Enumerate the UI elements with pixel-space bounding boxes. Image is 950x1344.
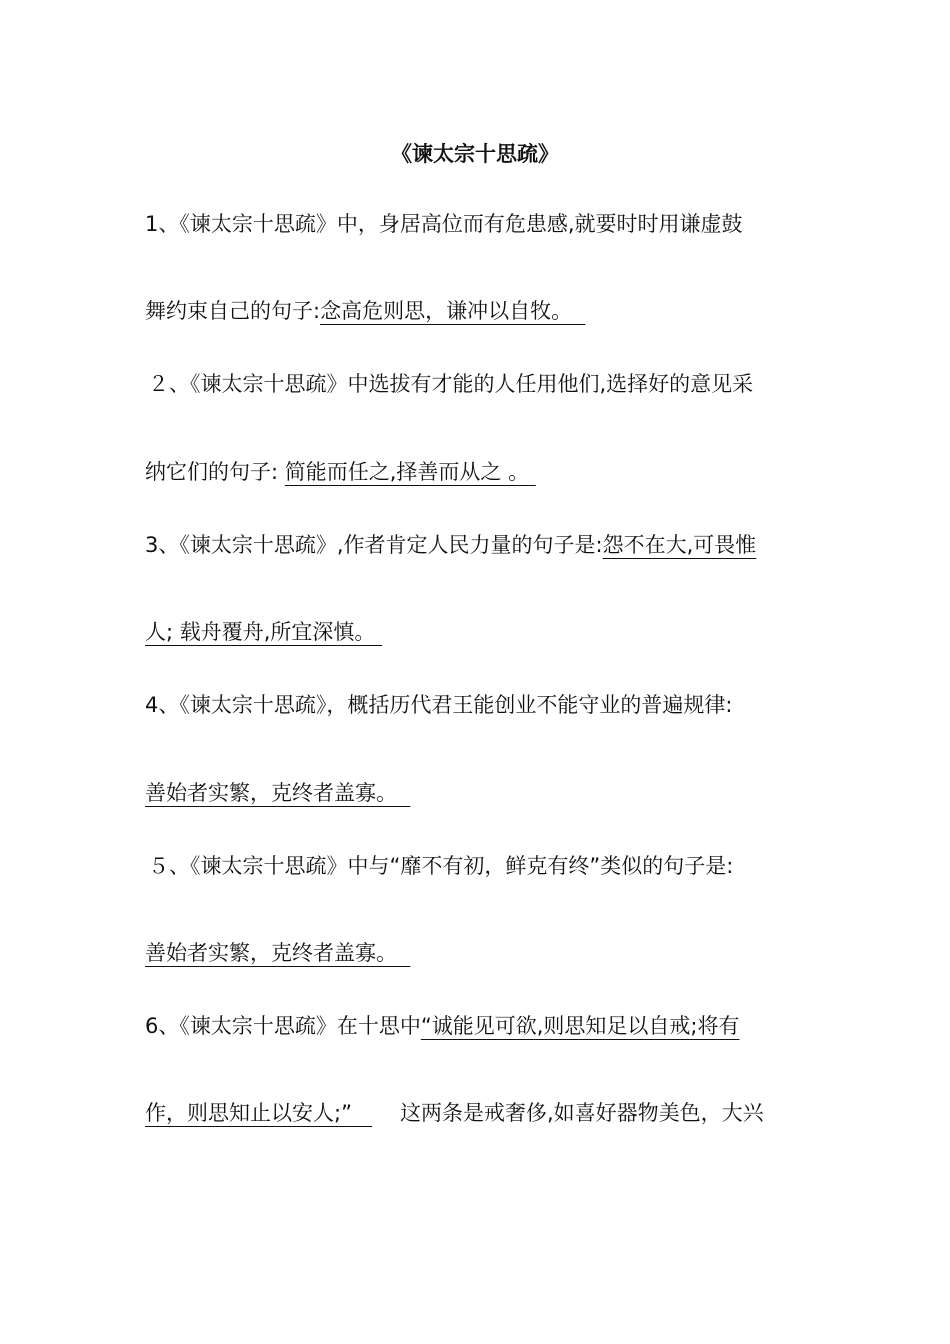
item-6-prompt: 6、《谏太宗十思疏》在十思中 bbox=[145, 1014, 421, 1038]
item-4-line-2 bbox=[145, 778, 410, 808]
item-6-continuation: 这两条是戒奢侈,如喜好器物美色，大兴 bbox=[400, 1101, 764, 1125]
item-5-line-2 bbox=[145, 938, 410, 968]
item-6-line-1 bbox=[145, 1011, 740, 1041]
item-1-line-1: 1、《谏太宗十思疏》中，身居高位而有危患感,就要时时用谦虚鼓 bbox=[145, 212, 743, 236]
item-2-answer: 简能而任之,择善而从之 。 bbox=[284, 460, 530, 484]
item-3-prompt: 3、《谏太宗十思疏》,作者肯定人民力量的句子是: bbox=[145, 533, 603, 557]
item-2-line-1: ２、《谏太宗十思疏》中选拔有才能的人任用他们,选择好的意见采 bbox=[148, 372, 754, 396]
item-5-answer: 善始者实繁，克终者盖寡。 bbox=[145, 941, 397, 965]
document-title: 《谏太宗十思疏》 bbox=[391, 142, 559, 166]
item-3-answer-part-2: 人; 载舟覆舟,所宜深慎。 bbox=[145, 620, 376, 644]
item-6-line-2 bbox=[145, 1098, 764, 1128]
item-6-answer-part-1: “诚能见可欲,则思知足以自戒;将有 bbox=[420, 1014, 740, 1038]
item-6-answer-part-2: 作，则思知止以安人;” bbox=[145, 1101, 352, 1125]
item-4-answer: 善始者实繁，克终者盖寡。 bbox=[145, 781, 397, 805]
item-2-prompt: 纳它们的句子: bbox=[145, 460, 285, 484]
item-5-line-1: ５、《谏太宗十思疏》中与“靡不有初，鲜克有终”类似的句子是: bbox=[148, 854, 734, 878]
item-3-line-2 bbox=[145, 617, 382, 647]
item-3-answer-part-1: 怨不在大,可畏惟 bbox=[602, 533, 757, 557]
item-1-prompt: 舞约束自己的句子: bbox=[145, 299, 321, 323]
item-1-answer: 念高危则思，谦冲以自牧。 bbox=[320, 299, 573, 323]
item-3-line-1 bbox=[145, 530, 756, 560]
item-4-line-1: 4、《谏太宗十思疏》，概括历代君王能创业不能守业的普遍规律: bbox=[145, 693, 733, 717]
item-1-line-2 bbox=[145, 296, 585, 326]
item-2-line-2 bbox=[145, 457, 536, 487]
